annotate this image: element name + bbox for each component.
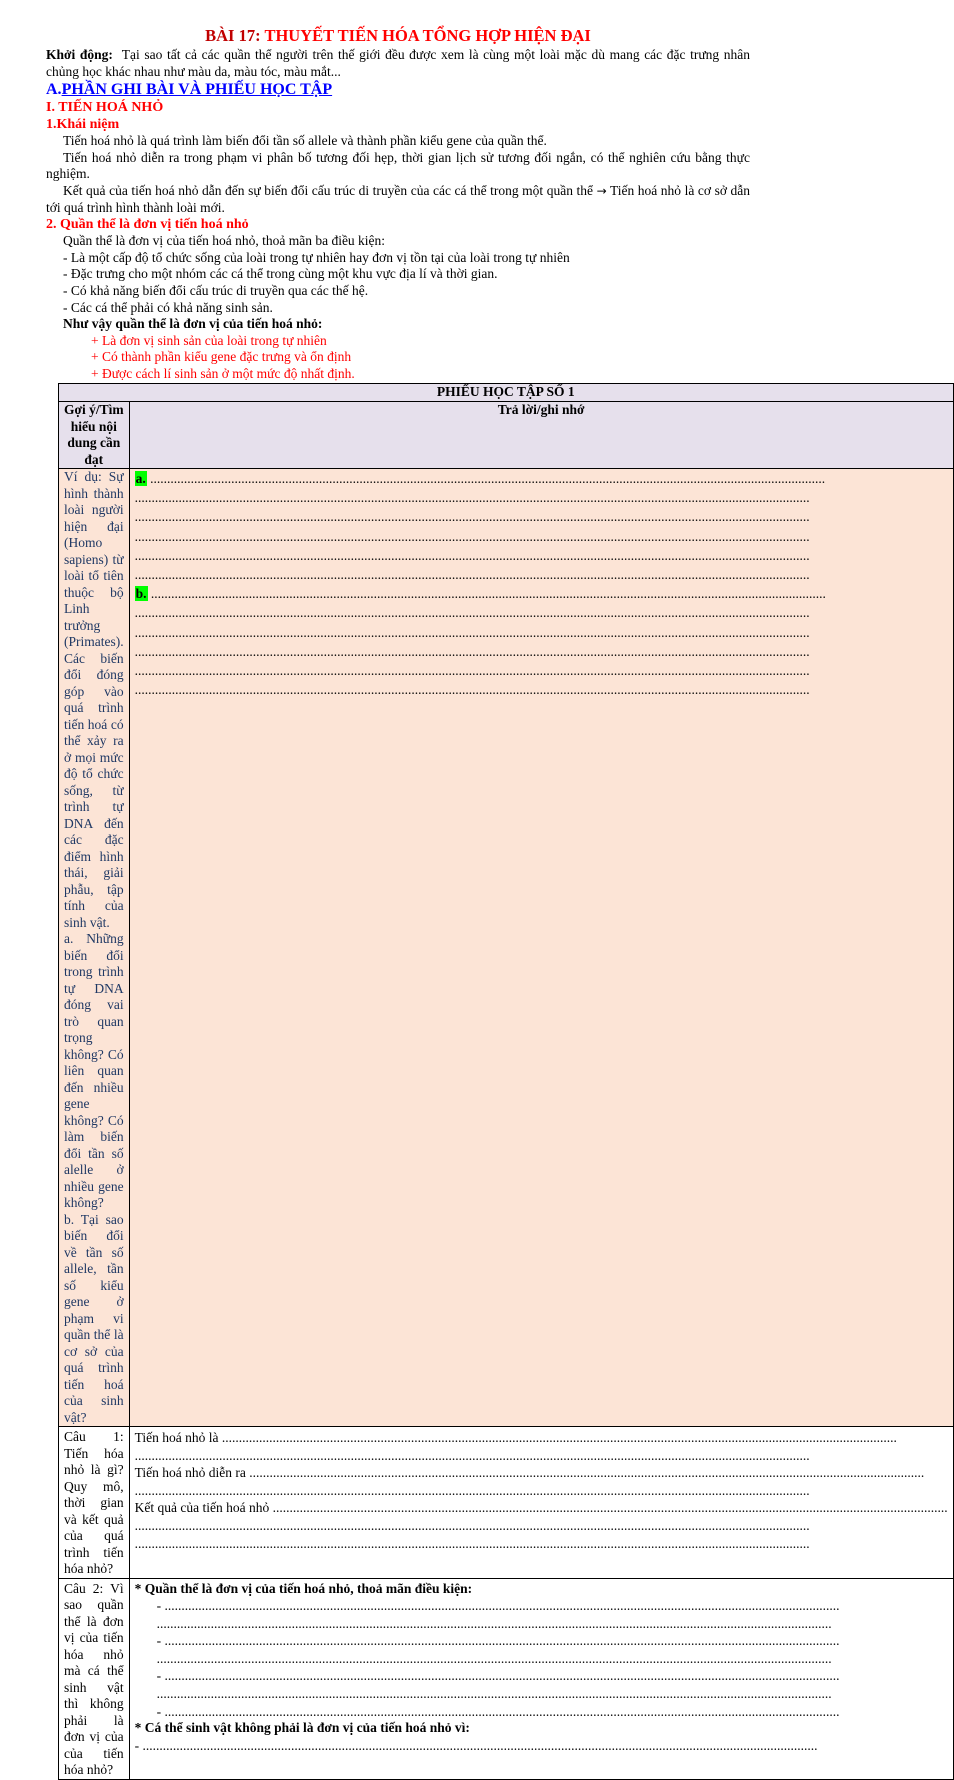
- dot-leader: ........................................................................................................................................................................................................: [272, 1500, 948, 1516]
- dash-marker: -: [156, 1703, 162, 1719]
- answer-line[interactable]: ........................................................................................................................................................................................................: [156, 1650, 832, 1666]
- section-a-text: PHẦN GHI BÀI VÀ PHIẾU HỌC TẬP: [61, 81, 333, 99]
- answer-line-a[interactable]: [135, 469, 948, 488]
- answer-prompt: Tiến hoá nhỏ diễn ra: [134, 1465, 246, 1481]
- answer-line[interactable]: [135, 1632, 948, 1650]
- table-row-q2: [59, 1578, 954, 1779]
- column-header-right: Trả lời/ghi nhớ: [129, 402, 953, 469]
- answer-line[interactable]: ........................................................................................................................................................................................................: [134, 547, 810, 563]
- dot-leader: ........................................................................................................................................................................................................: [142, 1737, 818, 1753]
- population-heading: 2. Quần thể là đơn vị tiến hoá nhỏ: [46, 217, 249, 233]
- part1-heading: I. TIẾN HOÁ NHỎ: [46, 100, 164, 116]
- answer-line[interactable]: ........................................................................................................................................................................................................: [156, 1685, 832, 1701]
- dot-leader: ........................................................................................................................................................................................................: [150, 471, 826, 486]
- answer-prompt: Kết quả của tiến hoá nhỏ: [134, 1500, 270, 1516]
- population-conclusion: Như vậy quần thể là đơn vị của tiến hoá nhỏ:: [63, 316, 323, 332]
- concept-p2: Tiến hoá nhỏ diễn ra trong phạm vi phân bố tương đối hẹp, thời gian lịch sử tương đối ngắn, có thể nghiên cứu bằng thực nghiệm.: [46, 149, 750, 182]
- arrow-icon: →: [596, 183, 607, 198]
- population-intro: Quần thể là đơn vị của tiến hoá nhỏ, thoả mãn ba điều kiện:: [63, 233, 386, 249]
- dot-leader: ........................................................................................................................................................................................................: [164, 1633, 840, 1649]
- question-1-cell: [59, 1427, 130, 1579]
- answer-line[interactable]: ........................................................................................................................................................................................................: [134, 1517, 810, 1533]
- worksheet-title: PHIẾU HỌC TẬP SỐ 1: [59, 384, 954, 402]
- answer-line[interactable]: [135, 1499, 948, 1517]
- condition-item: - Có khả năng biến đổi cấu trúc di truyền qua các thế hệ.: [63, 282, 369, 298]
- example-question-a: a. Những biến đổi trong trình tự DNA đóng vai trò quan trọng không? Có liên quan đến nhiều gene không? Có làm biến đổi tần số alelle ở nhiều gene không?: [64, 931, 124, 1210]
- conclusion-point: + Là đơn vị sinh sản của loài trong tự nhiên: [91, 332, 327, 348]
- question-2-text: Câu 2: Vì sao quần thể là đơn vị của tiến hóa nhỏ mà cá thể sinh vật thì không phải là đơn vị của của tiến hóa nhỏ?: [64, 1580, 124, 1777]
- concept-p3: [46, 183, 750, 216]
- answer-line[interactable]: [135, 1597, 948, 1615]
- dot-leader: ........................................................................................................................................................................................................: [164, 1598, 840, 1613]
- lesson-title: THUYẾT TIẾN HÓA TỔNG HỢP HIỆN ĐẠI: [264, 26, 591, 45]
- answer-line[interactable]: [135, 1737, 948, 1755]
- answer-line[interactable]: ........................................................................................................................................................................................................: [134, 662, 810, 678]
- question-2-answer-cell[interactable]: [129, 1578, 953, 1779]
- answer-line[interactable]: ........................................................................................................................................................................................................: [134, 643, 810, 659]
- condition-item: - Đặc trưng cho một nhóm các cá thể trong cùng một khu vực địa lí và thời gian.: [63, 266, 498, 282]
- warmup-text: Tại sao tất cả các quần thể người trên thế giới đều được xem là cùng một loài mặc dù mang các đặc trưng nhân chủng học khác nhau như màu da, màu tóc, màu mắt...: [46, 47, 750, 79]
- dot-leader: ........................................................................................................................................................................................................: [164, 1703, 840, 1719]
- answer-line[interactable]: ........................................................................................................................................................................................................: [156, 1615, 832, 1631]
- dot-leader: ........................................................................................................................................................................................................: [249, 1465, 925, 1481]
- answer-line[interactable]: [135, 1703, 948, 1721]
- answer-line[interactable]: ........................................................................................................................................................................................................: [134, 528, 810, 544]
- document-page: [46, 26, 750, 383]
- dash-marker: -: [134, 1737, 140, 1753]
- answer-heading-population: * Quần thể là đơn vị của tiến hoá nhỏ, thoả mãn điều kiện:: [134, 1580, 473, 1596]
- lesson-number: BÀI 17:: [205, 26, 261, 45]
- concept-heading: 1.Khái niệm: [46, 117, 120, 133]
- question-1-text: Câu 1: Tiến hóa nhỏ là gì? Quy mô, thời gian và kết quả của quá trình tiến hóa nhỏ?: [64, 1429, 124, 1576]
- table-row-q1: [59, 1427, 954, 1579]
- conclusion-points: [46, 333, 750, 383]
- dash-marker: -: [156, 1668, 162, 1684]
- answer-b-label: b.: [135, 586, 147, 602]
- section-a-heading: [46, 80, 750, 99]
- warmup-paragraph: [46, 47, 750, 80]
- question-1-answer-cell[interactable]: [129, 1427, 953, 1579]
- answer-line[interactable]: ........................................................................................................................................................................................................: [134, 1535, 810, 1551]
- concept-p3-b: Tiến hoá nhỏ là cơ sở dẫn tới quá trình hình thành loài mới.: [46, 182, 751, 215]
- dash-marker: -: [156, 1633, 162, 1649]
- dot-leader: ........................................................................................................................................................................................................: [221, 1430, 897, 1445]
- condition-item: - Các cá thể phải có khả năng sinh sản.: [63, 299, 273, 315]
- page-title: [46, 26, 750, 46]
- answer-line[interactable]: [135, 1429, 948, 1447]
- example-text: Ví dụ: Sự hình thành loài người hiện đại (Homo sapiens) từ loài tổ tiên thuộc bộ Linh trưởng (Primates). Các biến đổi đóng góp vào quá trình tiến hoá có thể xảy ra ở mọi mức độ tổ chức sống, từ trình tự DNA đến các đặc điểm hình thái, giải phẫu, tập tính của sinh vật.: [64, 469, 124, 930]
- answer-heading-individual: * Cá thể sinh vật không phải là đơn vị của tiến hoá nhỏ vì:: [134, 1720, 470, 1736]
- answer-line[interactable]: ........................................................................................................................................................................................................: [134, 624, 810, 640]
- example-cell: [59, 469, 130, 1427]
- answer-prompt: Tiến hoá nhỏ là: [134, 1430, 219, 1445]
- answer-line[interactable]: ........................................................................................................................................................................................................: [134, 566, 810, 582]
- answer-a-label: a.: [135, 471, 146, 486]
- dot-leader: ........................................................................................................................................................................................................: [150, 586, 826, 602]
- condition-item: - Là một cấp độ tổ chức sống của loài trong tự nhiên hay đơn vị tồn tại của loài trong tự nhiên: [63, 249, 570, 265]
- answer-line[interactable]: ........................................................................................................................................................................................................: [134, 682, 810, 698]
- table-row-example: [59, 469, 954, 1427]
- warmup-label: Khởi động:: [46, 47, 113, 62]
- condition-list: [46, 250, 750, 316]
- example-answer-cell[interactable]: [129, 469, 953, 1427]
- concept-p3-a: Kết quả của tiến hoá nhỏ dẫn đến sự biến đổi cấu trúc di truyền của các cá thể trong một quần thể: [63, 182, 593, 198]
- conclusion-point: + Có thành phần kiểu gene đặc trưng và ổn định: [91, 349, 352, 365]
- question-2-cell: [59, 1578, 130, 1779]
- dot-leader: ........................................................................................................................................................................................................: [164, 1668, 840, 1684]
- example-question-b: b. Tại sao biến đổi về tần số allele, tần số kiểu gene ở phạm vi quần thể là cơ sở của quá trình tiến hoá của sinh vật?: [64, 1211, 124, 1425]
- dash-marker: -: [156, 1598, 162, 1613]
- worksheet-table: [58, 383, 954, 1780]
- concept-p1: Tiến hoá nhỏ là quá trình làm biến đổi tần số allele và thành phần kiểu gene của quần thể.: [63, 133, 547, 149]
- conclusion-point: + Được cách lí sinh sản ở một mức độ nhất định.: [91, 365, 355, 381]
- answer-line-b[interactable]: [135, 584, 948, 603]
- section-a-prefix: A.: [46, 81, 62, 99]
- answer-line[interactable]: ........................................................................................................................................................................................................: [134, 509, 810, 525]
- answer-line[interactable]: ........................................................................................................................................................................................................: [134, 1447, 810, 1463]
- answer-line[interactable]: ........................................................................................................................................................................................................: [134, 490, 810, 506]
- column-header-left: Gợi ý/Tìm hiểu nội dung cần đạt: [59, 402, 130, 469]
- answer-line[interactable]: ........................................................................................................................................................................................................: [134, 1482, 810, 1498]
- answer-line[interactable]: [135, 1464, 948, 1482]
- answer-line[interactable]: [135, 1667, 948, 1685]
- answer-line[interactable]: ........................................................................................................................................................................................................: [134, 605, 810, 621]
